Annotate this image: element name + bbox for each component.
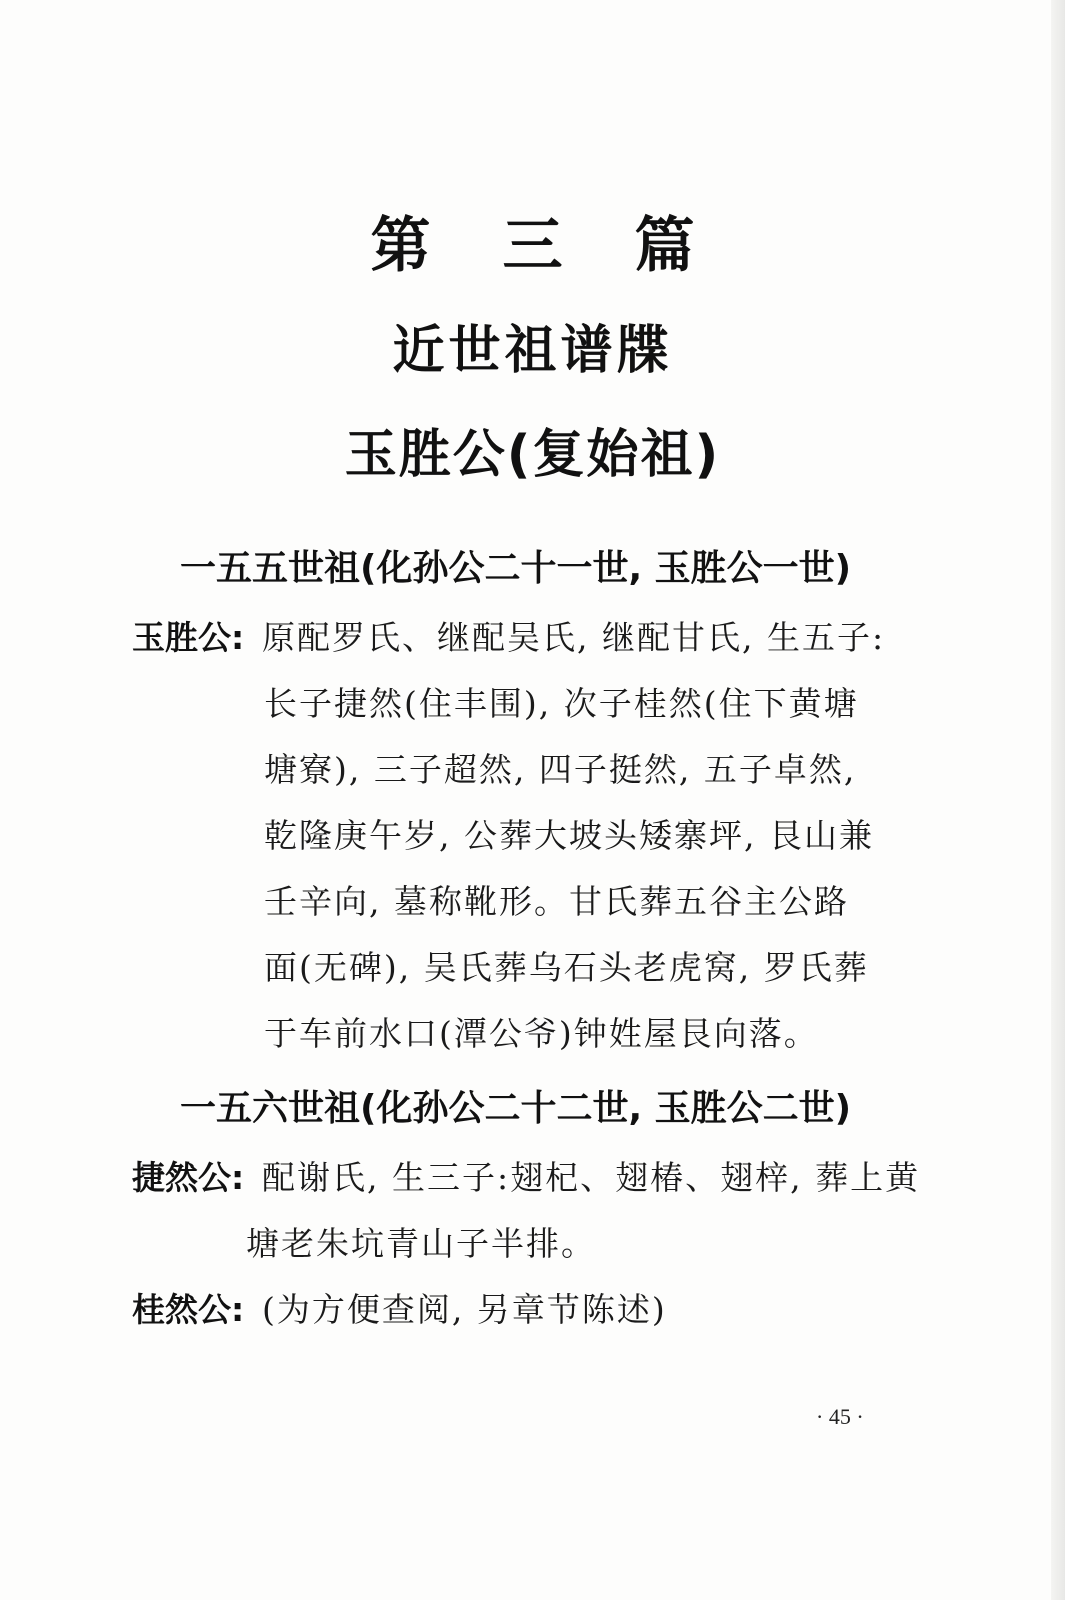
entry-line: 原配罗氏、继配吴氏, 继配甘氏, 生五子:	[262, 618, 886, 657]
entry-line: 配谢氏, 生三子:翅杞、翅椿、翅梓, 葬上黄	[262, 1158, 921, 1197]
entry-line: (为方便查阅, 另章节陈述)	[262, 1290, 667, 1329]
page-number: · 45 ·	[816, 1404, 864, 1429]
entry-line: 于车前水口(潭公爷)钟姓屋艮向落。	[264, 1014, 819, 1053]
entry-name-guiran: 桂然公:	[132, 1290, 245, 1329]
ancestor-title: 玉胜公(复始祖)	[344, 425, 721, 485]
entry-name-jieran: 捷然公:	[132, 1158, 245, 1197]
generation-heading-155: 一五五世祖(化孙公二十一世, 玉胜公一世)	[180, 548, 852, 589]
entry-line: 面(无碑), 吴氏葬乌石头老虎窝, 罗氏葬	[264, 948, 869, 987]
entry-line: 塘老朱坑青山子半排。	[246, 1224, 596, 1263]
generation-heading-156: 一五六世祖(化孙公二十二世, 玉胜公二世)	[180, 1088, 852, 1129]
entry-line: 长子捷然(住丰围), 次子桂然(住下黄塘	[264, 684, 859, 723]
entry-line: 塘寮), 三子超然, 四子挺然, 五子卓然,	[264, 750, 857, 789]
entry-line: 乾隆庚午岁, 公葬大坡头矮寨坪, 艮山兼	[264, 816, 874, 855]
entry-name-yusheng: 玉胜公:	[132, 618, 245, 657]
entry-line: 壬辛向, 墓称靴形。甘氏葬五谷主公路	[264, 882, 849, 921]
section-title: 近世祖谱牒	[392, 321, 673, 381]
chapter-title: 第三篇	[370, 211, 767, 281]
